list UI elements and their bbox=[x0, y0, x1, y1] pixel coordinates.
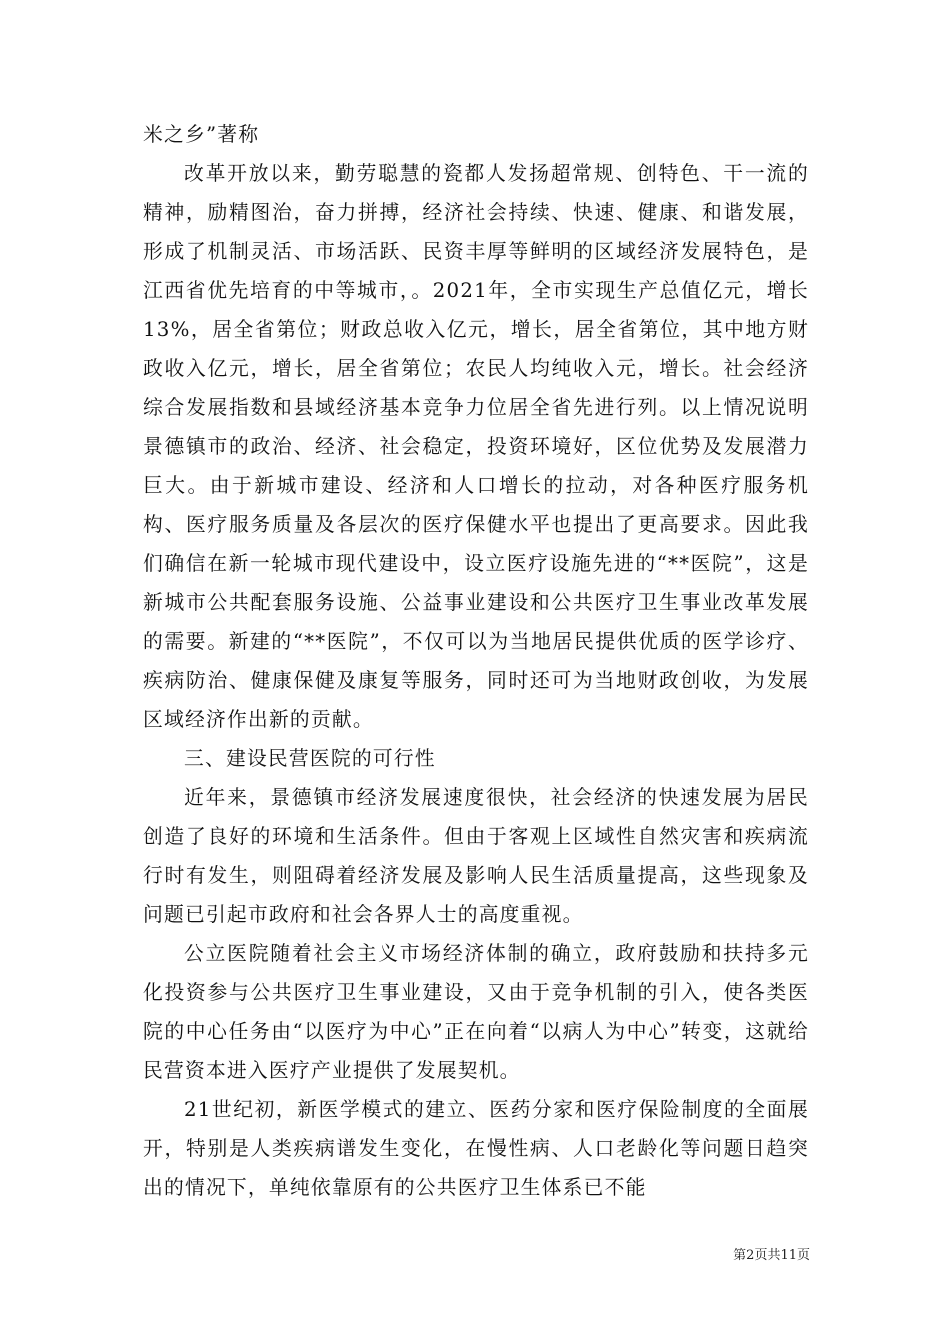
page-number-footer: 第2页共11页 bbox=[733, 1248, 810, 1263]
body-text bbox=[143, 115, 809, 1207]
paragraph-continuation: 米之乡”著称 bbox=[143, 123, 260, 146]
paragraph-21st-century: 21世纪初，新医学模式的建立、医药分家和医疗保险制度的全面展开，特别是人类疾病谱发生变化，在慢性病、人口老龄化等问题日趋突出的情况下，单纯依靠原有的公共医疗卫生体系已不能 bbox=[143, 1098, 809, 1199]
section-heading-feasibility: 三、建设民营医院的可行性 bbox=[184, 747, 436, 770]
paragraph-recent-years: 近年来，景德镇市经济发展速度很快，社会经济的快速发展为居民创造了良好的环境和生活条件。但由于客观上区域性自然灾害和疾病流行时有发生，则阻碍着经济发展及影响人民生活质量提高，这些现象及问题已引起市政府和社会各界人士的高度重视。 bbox=[143, 786, 809, 926]
paragraph-reform-development: 改革开放以来，勤劳聪慧的瓷都人发扬超常规、创特色、干一流的精神，励精图治，奋力拼搏，经济社会持续、快速、健康、和谐发展，形成了机制灵活、市场活跃、民资丰厚等鲜明的区域经济发展特色，是江西省优先培育的中等城市，。2021年，全市实现生产总值亿元，增长13%，居全省第位；财政总收入亿元，增长，居全省第位，其中地方财政收入亿元，增长，居全省第位；农民人均纯收入元，增长。社会经济综合发展指数和县域经济基本竞争力位居全省先进行列。以上情况说明景德镇市的政治、经济、社会稳定，投资环境好，区位优势及发展潜力巨大。由于新城市建设、经济和人口增长的拉动，对各种医疗服务机构、医疗服务质量及各层次的医疗保健水平也提出了更高要求。因此我们确信在新一轮城市现代建设中，设立医疗设施先进的“**医院”，这是新城市公共配套服务设施、公益事业建设和公共医疗卫生事业改革发展的需要。新建的“**医院”，不仅可以为当地居民提供优质的医学诊疗、疾病防治、健康保健及康复等服务，同时还可为当地财政创收，为发展区域经济作出新的贡献。 bbox=[143, 162, 809, 731]
paragraph-public-hospitals: 公立医院随着社会主义市场经济体制的确立，政府鼓励和扶持多元化投资参与公共医疗卫生事业建设，又由于竞争机制的引入，使各类医院的中心任务由“以医疗为中心”正在向着“以病人为中心”转变，这就给民营资本进入医疗产业提供了发展契机。 bbox=[143, 942, 809, 1082]
